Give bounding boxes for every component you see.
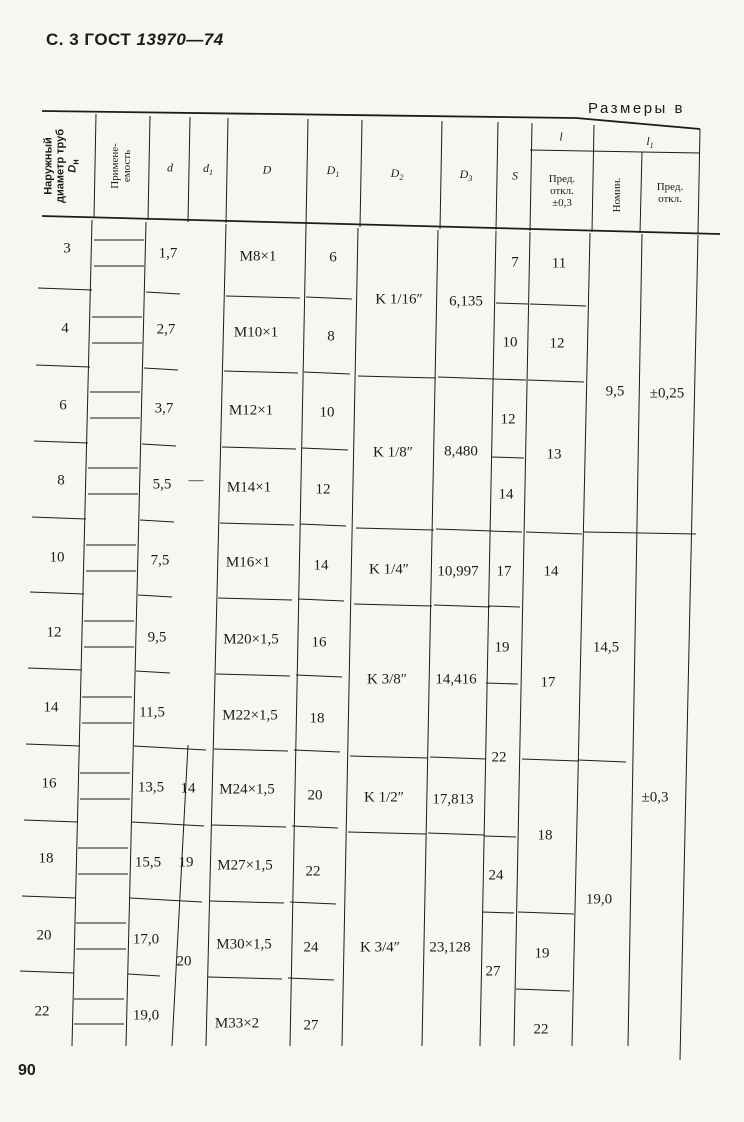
table-cell-D2: K 3/4″ [360,939,400,956]
table-cell-D1: 16 [311,634,327,651]
standard-name: ГОСТ [84,30,132,49]
table-cell-D2: K 1/2″ [364,789,404,806]
col-S-header: S [512,168,518,183]
table-cell-l: 17 [540,674,556,691]
table-cell-D3: 10,997 [437,563,479,580]
table-cell-d: 3,7 [154,400,174,417]
table-cell-D2: K 3/8″ [367,671,407,688]
col-D1-sub: 1 [335,170,340,180]
table-cell-dn: 10 [49,549,65,566]
table-cell-D1: 18 [309,710,325,727]
table-cell-dn: 14 [43,699,59,716]
table-cell-D: M12×1 [228,402,274,419]
table-cell-l: 22 [533,1021,549,1038]
table-cell-dn: 6 [59,397,67,414]
table-cell-l1-tol: ±0,3 [641,789,669,806]
table-cell-D2: K 1/4″ [369,561,409,578]
col-app-line1: Примене- [109,143,121,189]
col-D2-header [391,166,404,182]
col-app-line2: емость [121,149,133,183]
table-cell-l1-tol: ±0,25 [649,385,685,402]
table-cell-l1-nom: 14,5 [592,639,620,656]
standard-number: 13970—74 [136,30,224,49]
table-cell-dn: 3 [63,240,71,257]
table-cell-D1: 14 [313,557,329,574]
table-cell-S: 17 [496,563,512,580]
col-l1-sub: 1 [649,141,654,151]
col-dn-symbol: D [66,164,79,173]
table-cell-D: M22×1,5 [222,707,278,724]
table-cell-l1-nom: 9,5 [605,383,625,400]
col-l-tol-line3: ±0,3 [552,197,572,209]
table-cell-d: 1,7 [158,245,178,262]
table-cell-D1: 27 [303,1017,319,1034]
table-cell-D: M33×2 [214,1015,260,1032]
col-l1-nom-header: Номин. [611,177,623,213]
col-D3-sub: 3 [468,174,473,184]
table-cell-S: 12 [500,411,516,428]
table-cell-D2: K 1/8″ [373,444,413,461]
col-l1-sym: l [646,133,650,148]
table-cell-l: 19 [534,945,550,962]
table-cell-d1: 14 [180,780,196,797]
table-cell-l: 11 [551,255,567,272]
col-l1-header [646,134,653,150]
table-cell-D1: 20 [307,787,323,804]
table-cell-d: 7,5 [150,552,170,569]
col-l1-tol-header [657,181,684,205]
table-cell-D: M14×1 [226,479,272,496]
page-prefix: С. 3 [46,30,80,49]
table-cell-D1: 24 [303,939,319,956]
table-cell-D1: 6 [329,249,337,266]
table-cell-l: 13 [546,446,562,463]
col-d1-sub: 1 [209,168,213,178]
table-cell-d: 19,0 [132,1007,160,1024]
col-dn-line2: диаметр труб [54,128,67,204]
col-D2-sym: D [390,165,400,180]
table-cell-D3: 23,128 [429,939,471,956]
table-cell-d1: 20 [176,953,192,970]
table-cell-D1: 12 [315,481,331,498]
table-cell-d: 13,5 [137,779,165,796]
table-cell-dn: 4 [61,320,69,337]
table-cell-D: M20×1,5 [223,631,279,648]
table-cell-dn: 8 [57,472,65,489]
table-cell-d1: 19 [178,854,194,871]
col-dn-line1: Наружный [42,137,55,195]
col-D1-sym: D [326,162,336,177]
table-cell-S: 27 [485,963,501,980]
table-cell-dn: 20 [36,927,52,944]
table-cell-l: 14 [543,563,559,580]
col-d1-sym: d [203,160,209,175]
table-cell-D3: 8,480 [444,443,478,460]
col-D3-header [460,167,473,183]
table-cell-D: M8×1 [239,248,277,265]
table-cell-S: 10 [502,334,518,351]
table-cell-S: 7 [511,254,519,271]
page-number: 90 [18,1062,36,1079]
table-cell-D3: 14,416 [435,671,477,688]
table-cell-S: 22 [491,749,507,766]
table-cell-dn: 16 [41,775,57,792]
col-D2-sub: 2 [399,173,404,183]
col-dn-sub: н [70,159,81,165]
table-cell-D2: K 1/16″ [375,291,423,308]
table-cell-S: 24 [488,867,504,884]
col-d-header: d [167,160,173,175]
col-l1-tol-line1: Пред. [656,181,684,193]
table-cell-D1: 10 [319,404,335,421]
table-cell-d: 5,5 [152,476,172,493]
table-cell-S: 19 [494,639,510,656]
col-D-header: D [262,162,272,177]
col-l-tol-header [549,173,576,209]
table-cell-dn: 22 [34,1003,50,1020]
col-D1-header [327,163,340,179]
table-cell-D1: 22 [305,863,321,880]
col-l-header: l [559,129,563,144]
table-cell-D: M27×1,5 [217,857,273,874]
table-cell-D3: 6,135 [449,293,483,310]
table-cell-D1: 8 [327,328,335,345]
table-cell-l1-nom: 19,0 [585,891,613,908]
table-cell-d: 2,7 [156,321,176,338]
table-cell-d: 15,5 [134,854,162,871]
table-cell-S: 14 [498,486,514,503]
table-cell-l: 18 [537,827,553,844]
col-applicability-header [109,143,133,189]
col-l-tol-line1: Пред. [548,173,576,185]
table-cell-l: 12 [549,335,565,352]
col-l1-tol-line2: откл. [658,193,682,205]
col-D3-sym: D [459,166,469,181]
table-cell-d1: — [188,472,204,489]
table-cell-D: M24×1,5 [219,781,275,798]
table-cell-D: M10×1 [233,324,279,341]
table-cell-d: 11,5 [139,704,165,721]
table-cell-D: M30×1,5 [216,936,272,953]
table-cell-dn: 18 [38,850,54,867]
units-caption: Размеры в [588,100,685,117]
col-dn-header [42,129,81,203]
table-cell-d: 9,5 [147,629,167,646]
table-cell-dn: 12 [46,624,62,641]
table-cell-d: 17,0 [132,931,160,948]
table-cell-D: M16×1 [225,554,271,571]
table-cell-D3: 17,813 [432,791,474,808]
col-d1-header [203,161,213,177]
col-l-tol-line2: откл. [550,185,574,197]
